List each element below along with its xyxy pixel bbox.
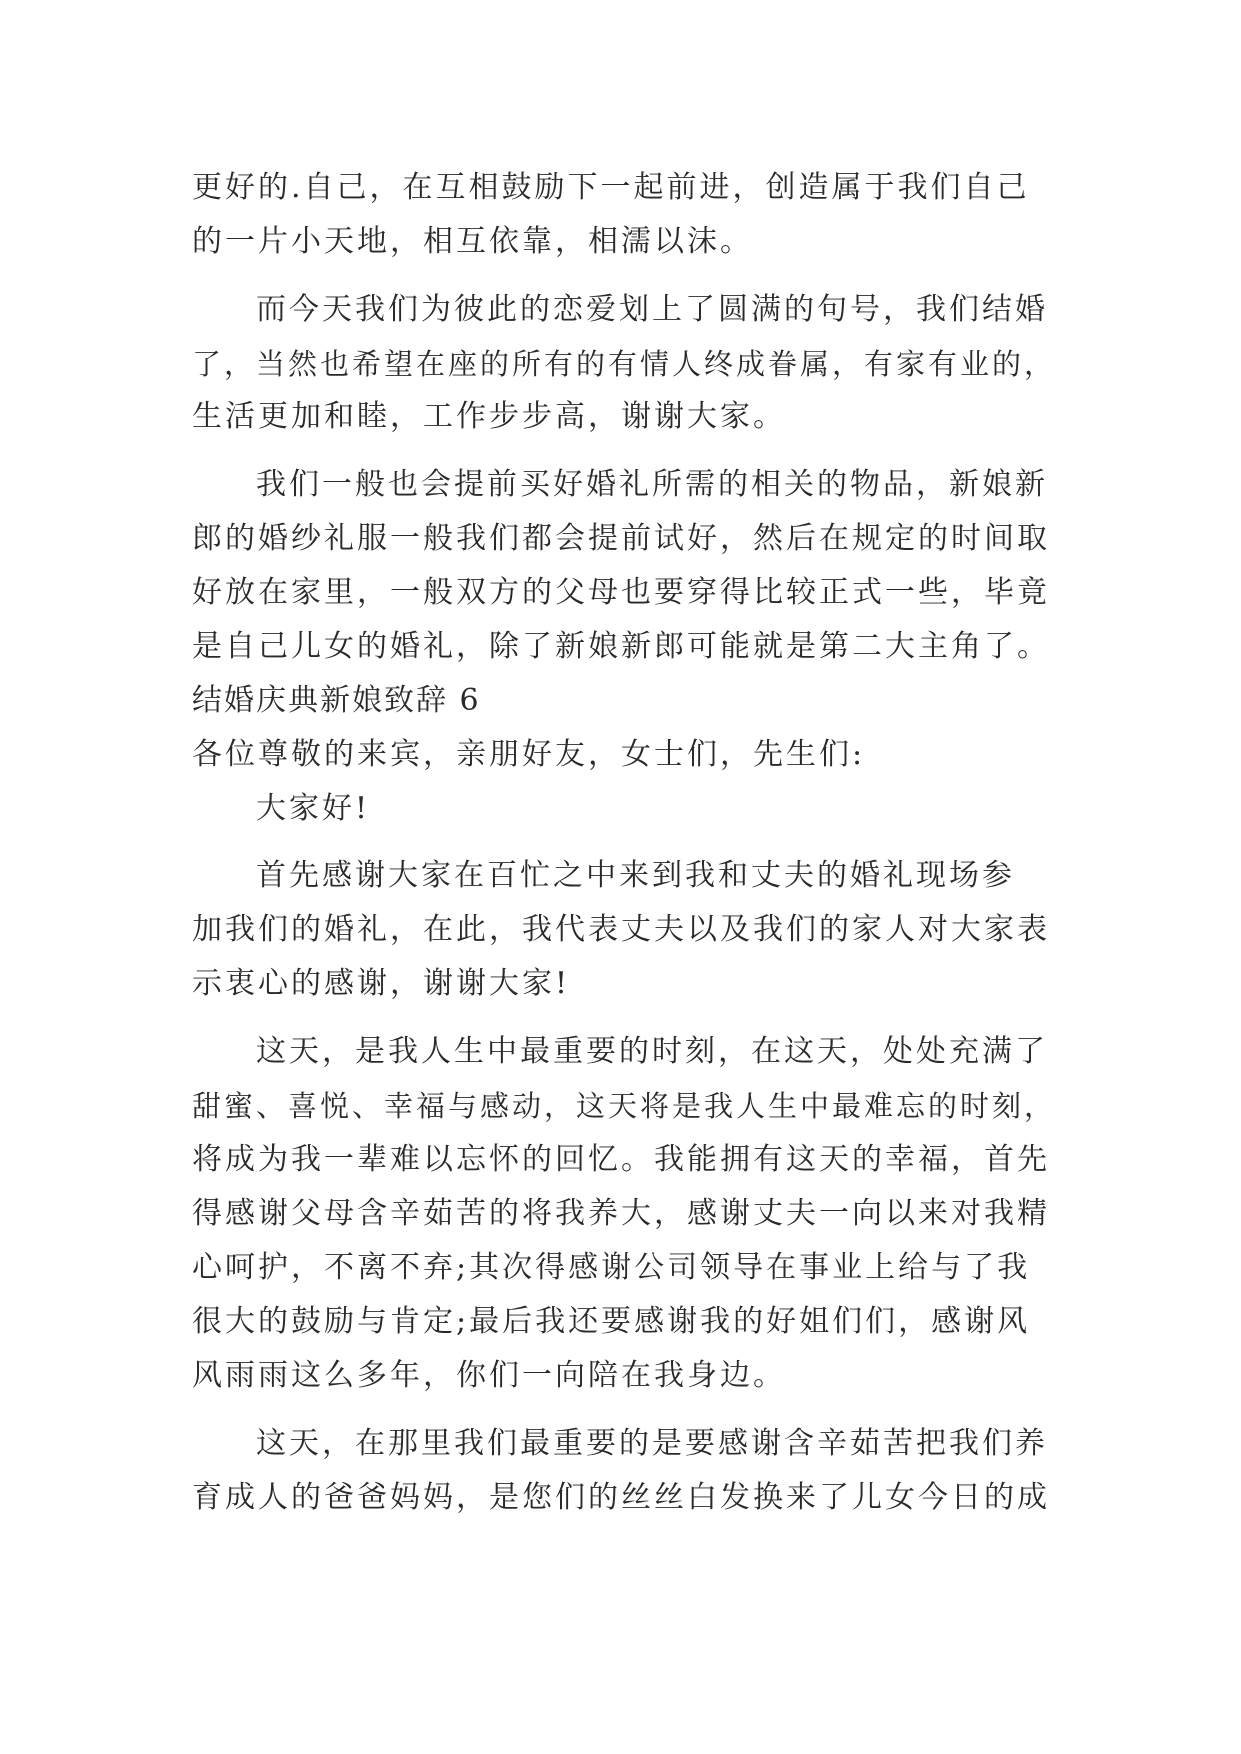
text-line: 各位尊敬的来宾，亲朋好友，女士们，先生们:: [192, 737, 866, 772]
section-heading: 结婚庆典新娘致辞 6: [192, 683, 481, 718]
text-line: 将成为我一辈难以忘怀的回忆。我能拥有这天的幸福，首先: [192, 1142, 1050, 1177]
text-line: 生活更加和睦，工作步步高，谢谢大家。: [192, 399, 786, 434]
text-line: 加我们的婚礼，在此，我代表丈夫以及我们的家人对大家表: [192, 912, 1050, 947]
text-line: 我们一般也会提前买好婚礼所需的相关的物品，新娘新: [256, 467, 1048, 502]
text-line: 大家好!: [256, 791, 371, 826]
text-line: 示衷心的感谢，谢谢大家!: [192, 966, 571, 1001]
text-line: 首先感谢大家在百忙之中来到我和丈夫的婚礼现场参: [256, 858, 1015, 893]
text-line: 很大的鼓励与肯定;最后我还要感谢我的好姐们们，感谢风: [192, 1304, 1031, 1339]
text-line: 是自己儿女的婚礼，除了新娘新郎可能就是第二大主角了。: [192, 629, 1050, 664]
text-line: 更好的.自己，在互相鼓励下一起前进，创造属于我们自己: [192, 170, 1030, 205]
text-line: 而今天我们为彼此的恋爱划上了圆满的句号，我们结婚: [256, 292, 1048, 327]
text-line: 风雨雨这么多年，你们一向陪在我身边。: [192, 1358, 786, 1393]
text-line: 这天，是我人生中最重要的时刻，在这天，处处充满了: [256, 1034, 1048, 1069]
text-line: 这天，在那里我们最重要的是要感谢含辛茹苦把我们养: [256, 1426, 1048, 1461]
text-line: 甜蜜、喜悦、幸福与感动，这天将是我人生中最难忘的时刻，: [192, 1089, 1057, 1123]
text-line: 好放在家里，一般双方的父母也要穿得比较正式一些，毕竟: [192, 575, 1050, 610]
text-line: 得感谢父母含辛茹苦的将我养大，感谢丈夫一向以来对我精: [192, 1196, 1050, 1231]
text-line: 的一片小天地，相互依靠，相濡以沫。: [192, 224, 753, 259]
text-line: 育成人的爸爸妈妈，是您们的丝丝白发换来了儿女今日的成: [192, 1480, 1050, 1515]
text-line: 心呵护，不离不弃;其次得感谢公司领导在事业上给与了我: [192, 1250, 1031, 1285]
text-line: 郎的婚纱礼服一般我们都会提前试好，然后在规定的时间取: [192, 521, 1050, 556]
text-line: 了，当然也希望在座的所有的有情人终成眷属，有家有业的，: [192, 347, 1057, 381]
